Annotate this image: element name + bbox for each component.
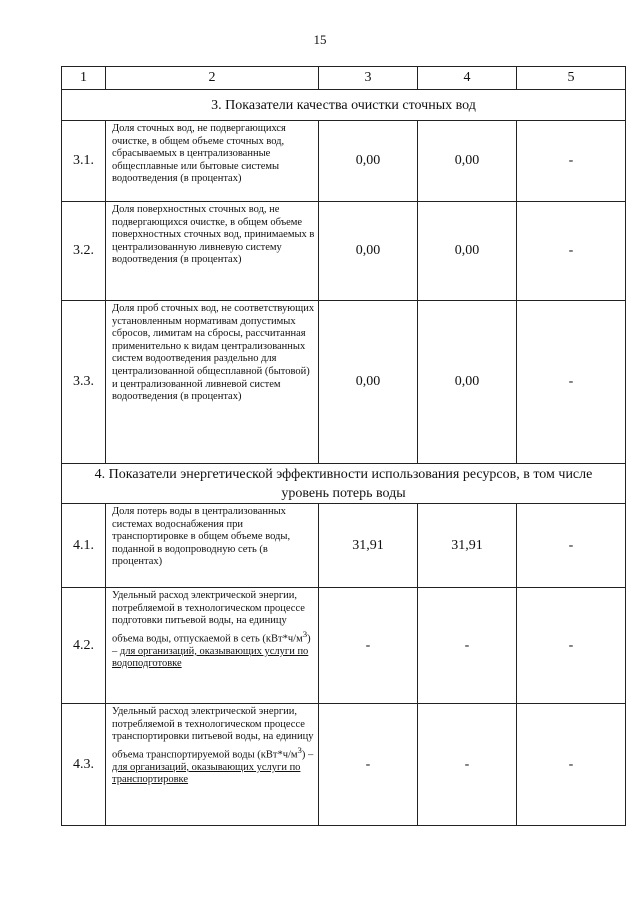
section-3-title: 3. Показатели качества очистки сточных вод: [62, 90, 626, 121]
value-col-3: 0,00: [319, 301, 418, 464]
value-col-4: -: [418, 588, 517, 704]
description-text: Удельный расход электрической энергии, потребляемой в технологическом процессе транспортировки питьевой воды, на единицу объема транспортируемой воды (кВт*ч/м: [112, 706, 314, 761]
table-row: [62, 704, 626, 826]
header-col-3: 3: [319, 67, 418, 90]
description-underlined: для организаций, оказывающих услуги по транспортировке: [112, 761, 301, 786]
value-col-3: -: [319, 704, 418, 826]
table-row: [62, 504, 626, 588]
row-number: 4.1.: [62, 504, 106, 588]
value-col-5: -: [517, 121, 626, 202]
table-row: [62, 202, 626, 301]
section-4-row: [62, 464, 626, 504]
row-description: [106, 704, 319, 826]
row-number: 4.3.: [62, 704, 106, 826]
header-col-4: 4: [418, 67, 517, 90]
value-col-4: 0,00: [418, 301, 517, 464]
indicators-table: [61, 66, 626, 826]
value-col-4: 0,00: [418, 121, 517, 202]
header-col-1: 1: [62, 67, 106, 90]
value-col-4: 0,00: [418, 202, 517, 301]
value-col-4: 31,91: [418, 504, 517, 588]
row-description: [106, 588, 319, 704]
row-number: 3.2.: [62, 202, 106, 301]
value-col-3: -: [319, 588, 418, 704]
row-number: 3.3.: [62, 301, 106, 464]
header-row: [62, 67, 626, 90]
header-col-2: 2: [106, 67, 319, 90]
row-description: Доля проб сточных вод, не соответствующих установленным нормативам допустимых сбросов, лимитам на сбросы, рассчитанная применительно к видам централизованных систем водоотведения раздельно для централизованной общесплавной (бытовой) и централизованной ливневой систем водоотведения (в процентах): [106, 301, 319, 464]
value-col-5: -: [517, 704, 626, 826]
unit-superscript: 3: [302, 628, 308, 639]
row-description: Доля поверхностных сточных вод, не подвергающихся очистке, в общем объеме поверхностных сточных вод, принимаемых в централизованную ливневую систему водоотведения (в процентах): [106, 202, 319, 301]
value-col-3: 0,00: [319, 121, 418, 202]
section-4-title: 4. Показатели энергетической эффективности использования ресурсов, в том числе уровень потерь воды: [62, 464, 626, 504]
row-description: Доля потерь воды в централизованных системах водоснабжения при транспортировке в общем объеме воды, поданной в водопроводную сеть (в процентах): [106, 504, 319, 588]
value-col-4: -: [418, 704, 517, 826]
value-col-5: -: [517, 202, 626, 301]
unit-superscript: 3: [297, 744, 302, 755]
value-col-5: -: [517, 504, 626, 588]
value-col-5: -: [517, 588, 626, 704]
value-col-5: -: [517, 301, 626, 464]
row-description: Доля сточных вод, не подвергающихся очистке, в общем объеме сточных вод, сбрасываемых в централизованные общесплавные или бытовые системы водоотведения (в процентах): [106, 121, 319, 202]
row-number: 3.1.: [62, 121, 106, 202]
description-text: Удельный расход электрической энергии, потребляемой в технологическом процессе подготовки питьевой воды, на единицу объема воды, отпускаемой в сеть (кВт*ч/м: [112, 590, 305, 645]
description-dash: ) –: [112, 633, 311, 657]
value-col-3: 0,00: [319, 202, 418, 301]
row-number: 4.2.: [62, 588, 106, 704]
description-underlined: для организаций, оказывающих услуги по водоподготовке: [112, 645, 309, 670]
header-col-5: 5: [517, 67, 626, 90]
value-col-3: 31,91: [319, 504, 418, 588]
table-row: [62, 301, 626, 464]
section-3-row: [62, 90, 626, 121]
table-row: [62, 121, 626, 202]
table-row: [62, 588, 626, 704]
page-number: 15: [313, 32, 327, 47]
description-dash: ) –: [301, 749, 314, 761]
